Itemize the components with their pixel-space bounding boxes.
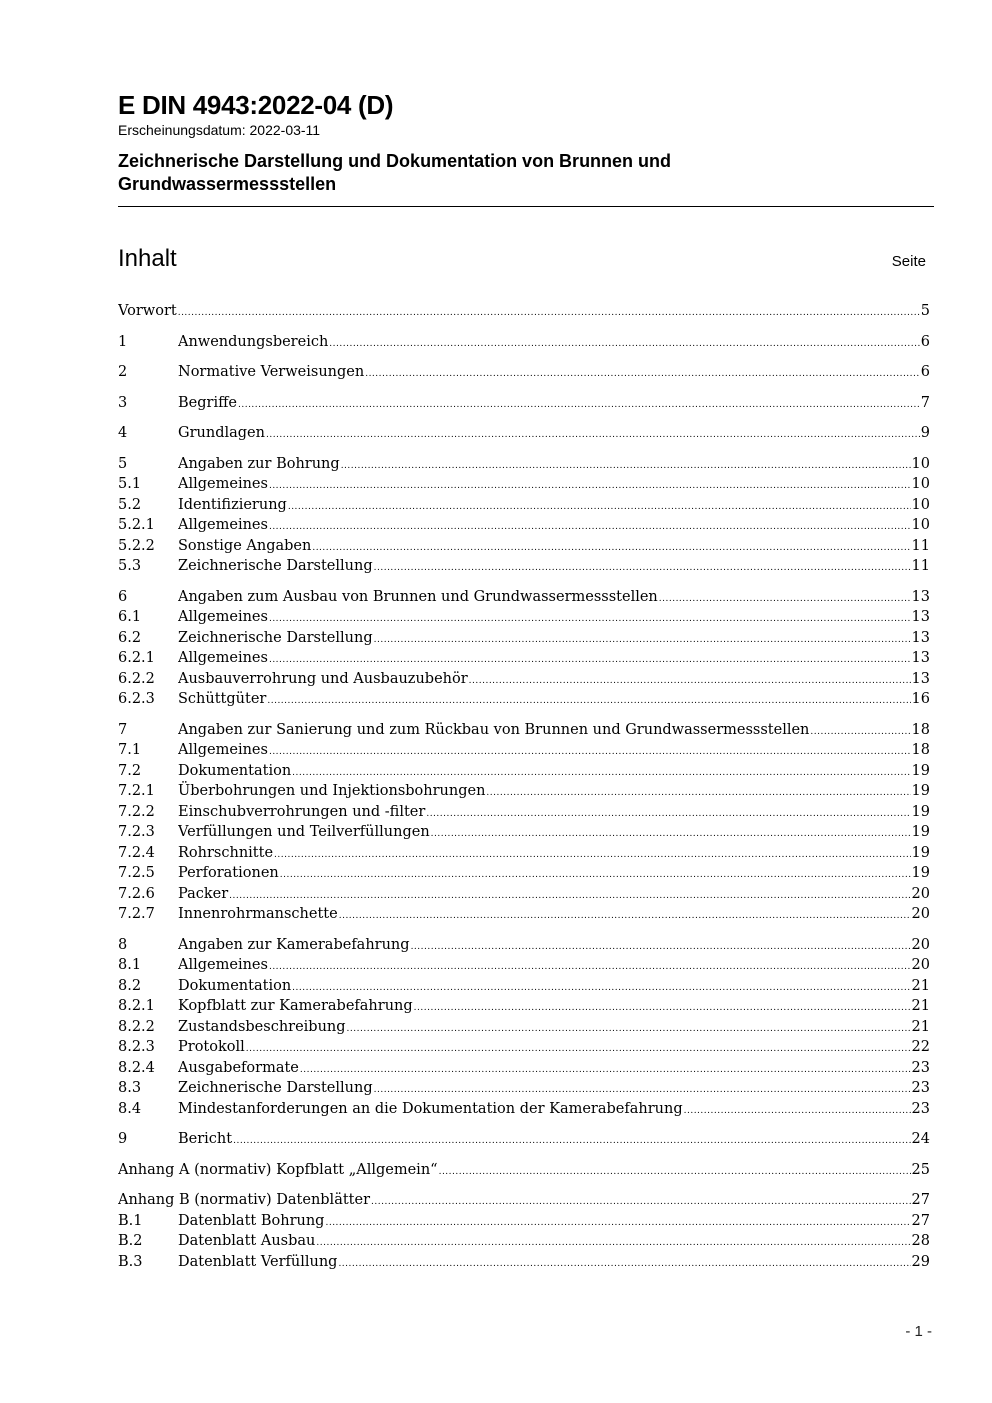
toc-entry-line xyxy=(178,935,930,956)
toc-entry[interactable] xyxy=(118,515,930,536)
toc-entry-page: 13 xyxy=(911,629,930,646)
toc-entry-line xyxy=(178,362,930,383)
toc-entry-label: Mindestanforderungen an die Dokumentation der Kamerabefahrung xyxy=(178,1100,683,1117)
toc-entry[interactable] xyxy=(118,474,930,495)
toc-dot-leader xyxy=(300,1058,911,1079)
toc-entry-line xyxy=(178,669,930,690)
toc-page-column-label: Seite xyxy=(891,253,926,270)
toc-entry-number: B.2 xyxy=(118,1233,143,1249)
toc-entry[interactable] xyxy=(118,362,930,383)
publication-date: Erscheinungsdatum: 2022-03-11 xyxy=(118,122,321,138)
toc-entry[interactable] xyxy=(118,863,930,884)
toc-entry-page: 21 xyxy=(911,998,930,1014)
document-title xyxy=(118,150,934,196)
toc-entry-line xyxy=(178,689,930,710)
toc-entry[interactable] xyxy=(118,1058,930,1079)
toc-entry-label: Dokumentation xyxy=(178,977,292,994)
toc-entry-line xyxy=(178,393,930,414)
toc-entry-number: 5 xyxy=(118,455,128,472)
toc-entry[interactable] xyxy=(118,301,930,322)
toc-dot-leader xyxy=(269,955,911,976)
toc-entry[interactable] xyxy=(118,648,930,669)
toc-entry[interactable] xyxy=(118,556,930,577)
toc-entry-page: 24 xyxy=(911,1131,930,1147)
toc-dot-leader xyxy=(269,515,911,536)
toc-entry-label: Zeichnerische Darstellung xyxy=(178,558,373,574)
toc-entry-label: Allgemeines xyxy=(178,957,268,973)
toc-dot-leader xyxy=(274,843,911,864)
toc-entry-number: 6.2.2 xyxy=(118,670,155,687)
toc-entry-page: 10 xyxy=(911,476,930,492)
toc-entry-label: Datenblatt Bohrung xyxy=(178,1212,325,1229)
toc-entry-number: 8.2.4 xyxy=(118,1059,155,1076)
toc-entry-line xyxy=(178,1129,930,1150)
toc-dot-leader xyxy=(365,362,920,383)
toc-entry[interactable] xyxy=(118,781,930,802)
toc-entry-page: 16 xyxy=(911,691,930,707)
toc-entry[interactable] xyxy=(118,587,930,608)
toc-entry-page: 20 xyxy=(911,957,930,973)
toc-entry[interactable] xyxy=(118,1252,930,1273)
toc-entry-page: 23 xyxy=(911,1080,930,1096)
toc-entry-line xyxy=(178,587,930,608)
toc-dot-leader xyxy=(325,1211,910,1232)
toc-entry-number: 5.2 xyxy=(118,496,142,513)
toc-entry-number: 7.2 xyxy=(118,762,142,779)
toc-entry-label: Zustandsbeschreibung xyxy=(178,1018,346,1035)
toc-entry-line xyxy=(178,740,930,761)
toc-entry-number: 5.2.2 xyxy=(118,537,155,554)
toc-entry-number: 8.2.3 xyxy=(118,1039,155,1055)
toc-entry-line xyxy=(178,781,930,802)
toc-entry[interactable] xyxy=(118,689,930,710)
toc-entry-label: Allgemeines xyxy=(178,650,268,666)
toc-dot-leader xyxy=(414,996,911,1017)
toc-entry-page: 28 xyxy=(911,1233,930,1249)
toc-entry-label: Innenrohrmanschette xyxy=(178,906,338,922)
toc-entry-line xyxy=(178,863,930,884)
toc-entry-label: Angaben zur Bohrung xyxy=(178,455,340,472)
toc-entry-page: 10 xyxy=(911,517,930,533)
toc-entry[interactable] xyxy=(118,1099,930,1120)
toc-entry-number: B.1 xyxy=(118,1212,143,1229)
toc-entry-number: 8.4 xyxy=(118,1100,142,1117)
toc-entry-page: 13 xyxy=(911,609,930,625)
toc-entry-page: 20 xyxy=(911,936,930,953)
toc-dot-leader xyxy=(431,822,911,843)
toc-entry-line xyxy=(118,301,930,322)
toc-dot-leader xyxy=(469,669,911,690)
toc-entry-page: 11 xyxy=(911,537,930,554)
document-title-line-1: Zeichnerische Darstellung und Dokumentation von Brunnen und xyxy=(118,151,672,171)
toc-entry-page: 6 xyxy=(920,364,930,380)
toc-dot-leader xyxy=(439,1160,911,1181)
toc-entry-label: Datenblatt Ausbau xyxy=(178,1233,316,1249)
toc-entry-line xyxy=(178,996,930,1017)
toc-entry-page: 20 xyxy=(911,885,930,902)
toc-entry-label: Allgemeines xyxy=(178,517,268,533)
toc-dot-leader xyxy=(684,1099,911,1120)
toc-entry-label: Allgemeines xyxy=(178,476,268,492)
toc-entry-page: 23 xyxy=(911,1059,930,1076)
toc-entry-line xyxy=(178,423,930,444)
toc-entry[interactable] xyxy=(118,454,930,475)
toc-dot-leader xyxy=(266,423,920,444)
toc-entry-page: 6 xyxy=(920,333,930,350)
toc-entry-label: Bericht xyxy=(178,1131,233,1147)
toc-entry-label: Protokoll xyxy=(178,1039,245,1055)
toc-entry-page: 23 xyxy=(911,1100,930,1117)
toc-entry-label: Normative Verweisungen xyxy=(178,364,365,380)
toc-dot-leader xyxy=(316,1231,910,1252)
toc-entry-page: 21 xyxy=(911,977,930,994)
toc-dot-leader xyxy=(292,976,910,997)
toc-dot-leader xyxy=(371,1190,911,1211)
toc-entry-number: 8.1 xyxy=(118,957,142,973)
toc-entry[interactable] xyxy=(118,884,930,905)
toc-entry[interactable] xyxy=(118,536,930,557)
toc-entry[interactable] xyxy=(118,1160,930,1181)
toc-entry-label: Anwendungsbereich xyxy=(178,333,329,350)
toc-entry[interactable] xyxy=(118,1129,930,1150)
toc-entry-page: 13 xyxy=(911,588,930,605)
toc-entry-page: 11 xyxy=(911,558,930,574)
toc-entry-page: 21 xyxy=(911,1018,930,1035)
toc-entry-number: 5.3 xyxy=(118,558,142,574)
toc-entry-number: 8 xyxy=(118,936,128,953)
toc-entry-number: 6.1 xyxy=(118,609,142,625)
toc-dot-leader xyxy=(267,689,910,710)
toc-entry-number: 5.1 xyxy=(118,476,142,492)
toc-entry[interactable] xyxy=(118,1037,930,1058)
toc-entry-page: 19 xyxy=(911,844,930,861)
toc-entry-line xyxy=(178,1078,930,1099)
toc-entry[interactable] xyxy=(118,904,930,925)
toc-entry-label: Dokumentation xyxy=(178,762,292,779)
toc-entry-page: 10 xyxy=(911,496,930,513)
toc-entry-page: 29 xyxy=(911,1253,930,1270)
toc-dot-leader xyxy=(269,607,911,628)
toc-entry-label: Zeichnerische Darstellung xyxy=(178,1080,373,1096)
toc-entry[interactable] xyxy=(118,1017,930,1038)
toc-dot-leader xyxy=(178,301,920,322)
toc-entry-label: Angaben zur Kamerabefahrung xyxy=(178,936,410,953)
toc-entry[interactable] xyxy=(118,996,930,1017)
toc-entry[interactable] xyxy=(118,935,930,956)
toc-entry[interactable] xyxy=(118,976,930,997)
header-divider xyxy=(118,206,934,207)
toc-entry-page: 18 xyxy=(911,721,930,738)
toc-entry-page: 7 xyxy=(920,394,930,411)
toc-dot-leader xyxy=(659,587,911,608)
toc-entry-label: Ausgabeformate xyxy=(178,1059,299,1076)
toc-entry[interactable] xyxy=(118,720,930,741)
toc-entry[interactable] xyxy=(118,607,930,628)
toc-entry-number: 6 xyxy=(118,588,128,605)
toc-entry-page: 22 xyxy=(911,1039,930,1055)
toc-entry-label: Anhang B (normativ) Datenblätter xyxy=(118,1192,371,1208)
toc-dot-leader xyxy=(269,648,911,669)
toc-entry-label: Allgemeines xyxy=(178,742,268,758)
toc-entry-number: 9 xyxy=(118,1131,128,1147)
toc-title: Inhalt xyxy=(118,245,177,272)
toc-entry-number: 2 xyxy=(118,364,128,380)
toc-entry-label: Allgemeines xyxy=(178,609,268,625)
toc-entry-page: 9 xyxy=(920,425,930,441)
toc-entry[interactable] xyxy=(118,423,930,444)
toc-entry-label: Rohrschnitte xyxy=(178,844,274,861)
toc-entry-number: 8.2.2 xyxy=(118,1018,155,1035)
toc-entry-page: 10 xyxy=(911,455,930,472)
toc-entry-line xyxy=(178,648,930,669)
toc-entry[interactable] xyxy=(118,1211,930,1232)
toc-entry[interactable] xyxy=(118,393,930,414)
toc-entry-number: 7 xyxy=(118,721,128,738)
toc-entry-label: Verfüllungen und Teilverfüllungen xyxy=(178,824,430,840)
toc-entry-number: B.3 xyxy=(118,1253,143,1270)
toc-entry-line xyxy=(178,495,930,516)
toc-entry-number: 1 xyxy=(118,333,128,350)
toc-dot-leader xyxy=(486,781,910,802)
toc-entry-number: 7.2.6 xyxy=(118,885,155,902)
toc-entry-label: Datenblatt Verfüllung xyxy=(178,1253,338,1270)
toc-entry-page: 18 xyxy=(911,742,930,758)
toc-entry-number: 8.2.1 xyxy=(118,998,155,1014)
toc-entry-line xyxy=(178,628,930,649)
toc-dot-leader xyxy=(374,1078,911,1099)
toc-entry-line xyxy=(118,1190,930,1211)
toc-entry[interactable] xyxy=(118,761,930,782)
toc-entry[interactable] xyxy=(118,332,930,353)
toc-entry-label: Zeichnerische Darstellung xyxy=(178,629,373,646)
toc-entry-line xyxy=(178,720,930,741)
document-header xyxy=(118,90,934,196)
toc-entry-number: 8.2 xyxy=(118,977,142,994)
toc-entry-label: Identifizierung xyxy=(178,496,287,513)
page-number: - 1 - xyxy=(905,1323,932,1340)
toc-entry-line xyxy=(178,822,930,843)
toc-entry-label: Angaben zum Ausbau von Brunnen und Grundwassermessstellen xyxy=(178,588,658,605)
table-of-contents xyxy=(118,301,930,1272)
toc-entry-page: 19 xyxy=(911,762,930,779)
toc-dot-leader xyxy=(233,1129,910,1150)
toc-entry-line xyxy=(178,1231,930,1252)
toc-entry-line xyxy=(178,904,930,925)
toc-entry-label: Vorwort xyxy=(118,303,177,319)
toc-entry-line xyxy=(178,1017,930,1038)
toc-entry-number: 7.1 xyxy=(118,742,142,758)
toc-entry-page: 19 xyxy=(911,824,930,840)
toc-entry-line xyxy=(178,536,930,557)
toc-entry-line xyxy=(178,515,930,536)
toc-entry-number: 6.2.3 xyxy=(118,691,155,707)
toc-entry-line xyxy=(178,955,930,976)
toc-dot-leader xyxy=(329,332,919,353)
toc-entry-number: 6.2 xyxy=(118,629,142,646)
toc-entry-line xyxy=(178,802,930,823)
toc-entry-number: 7.2.5 xyxy=(118,865,155,881)
toc-dot-leader xyxy=(338,1252,910,1273)
toc-entry-line xyxy=(178,1211,930,1232)
toc-entry[interactable] xyxy=(118,843,930,864)
toc-entry-page: 19 xyxy=(911,803,930,820)
toc-entry[interactable] xyxy=(118,740,930,761)
toc-entry-number: 7.2.3 xyxy=(118,824,155,840)
toc-entry-number: 7.2.2 xyxy=(118,803,155,820)
toc-entry-line xyxy=(178,1037,930,1058)
toc-entry-label: Sonstige Angaben xyxy=(178,537,312,554)
toc-entry-page: 5 xyxy=(920,303,930,319)
toc-entry-page: 27 xyxy=(911,1212,930,1229)
toc-entry-page: 13 xyxy=(911,670,930,687)
toc-entry-number: 5.2.1 xyxy=(118,517,155,533)
toc-entry-number: 7.2.7 xyxy=(118,906,155,922)
toc-entry-label: Grundlagen xyxy=(178,425,265,441)
toc-entry-page: 19 xyxy=(911,783,930,799)
toc-dot-leader xyxy=(411,935,911,956)
toc-entry-page: 25 xyxy=(911,1161,930,1178)
toc-dot-leader xyxy=(426,802,910,823)
toc-dot-leader xyxy=(312,536,910,557)
toc-entry-label: Packer xyxy=(178,885,229,902)
toc-entry-page: 20 xyxy=(911,906,930,922)
toc-dot-leader xyxy=(246,1037,911,1058)
toc-entry-page: 27 xyxy=(911,1192,930,1208)
toc-entry-page: 19 xyxy=(911,865,930,881)
toc-dot-leader xyxy=(374,556,911,577)
toc-dot-leader xyxy=(810,720,910,741)
toc-entry-label: Einschubverrohrungen und -filter xyxy=(178,803,426,820)
toc-entry[interactable] xyxy=(118,1078,930,1099)
toc-dot-leader xyxy=(229,884,910,905)
toc-entry-line xyxy=(178,843,930,864)
toc-entry[interactable] xyxy=(118,628,930,649)
toc-entry-line xyxy=(178,454,930,475)
toc-entry-label: Begriffe xyxy=(178,394,237,411)
toc-entry-line xyxy=(178,474,930,495)
document-id: E DIN 4943:2022-04 (D) xyxy=(118,90,394,120)
toc-entry-label: Ausbauverrohrung und Ausbauzubehör xyxy=(178,670,468,687)
document-title-line-2: Grundwassermessstellen xyxy=(118,174,337,194)
toc-dot-leader xyxy=(339,904,911,925)
toc-entry-line xyxy=(118,1160,930,1181)
toc-entry-line xyxy=(178,332,930,353)
toc-dot-leader xyxy=(347,1017,911,1038)
toc-entry[interactable] xyxy=(118,802,930,823)
toc-entry-line xyxy=(178,607,930,628)
toc-entry-number: 3 xyxy=(118,394,128,411)
toc-entry-number: 7.2.1 xyxy=(118,783,155,799)
toc-entry-label: Überbohrungen und Injektionsbohrungen xyxy=(178,783,486,799)
toc-dot-leader xyxy=(280,863,911,884)
toc-entry[interactable] xyxy=(118,1190,930,1211)
toc-entry-line xyxy=(178,1099,930,1120)
toc-dot-leader xyxy=(374,628,911,649)
toc-entry[interactable] xyxy=(118,495,930,516)
toc-entry-line xyxy=(178,976,930,997)
toc-entry-line xyxy=(178,1058,930,1079)
toc-entry-line xyxy=(178,1252,930,1273)
toc-entry-page: 13 xyxy=(911,650,930,666)
toc-entry-label: Angaben zur Sanierung und zum Rückbau von Brunnen und Grundwassermessstellen xyxy=(178,721,810,738)
toc-dot-leader xyxy=(238,393,920,414)
toc-entry-label: Anhang A (normativ) Kopfblatt „Allgemein“ xyxy=(118,1161,438,1178)
toc-dot-leader xyxy=(269,474,911,495)
toc-entry-line xyxy=(178,556,930,577)
toc-entry[interactable] xyxy=(118,1231,930,1252)
toc-entry-number: 4 xyxy=(118,425,128,441)
toc-entry-number: 7.2.4 xyxy=(118,844,155,861)
toc-entry-line xyxy=(178,884,930,905)
toc-entry-label: Kopfblatt zur Kamerabefahrung xyxy=(178,998,413,1014)
toc-dot-leader xyxy=(288,495,911,516)
toc-entry-number: 6.2.1 xyxy=(118,650,155,666)
toc-dot-leader xyxy=(292,761,910,782)
toc-entry-label: Perforationen xyxy=(178,865,279,881)
toc-heading xyxy=(118,244,926,276)
toc-entry[interactable] xyxy=(118,955,930,976)
toc-dot-leader xyxy=(269,740,911,761)
toc-entry[interactable] xyxy=(118,669,930,690)
toc-entry[interactable] xyxy=(118,822,930,843)
toc-dot-leader xyxy=(341,454,911,475)
toc-entry-line xyxy=(178,761,930,782)
toc-entry-number: 8.3 xyxy=(118,1080,142,1096)
toc-entry-label: Schüttgüter xyxy=(178,691,267,707)
